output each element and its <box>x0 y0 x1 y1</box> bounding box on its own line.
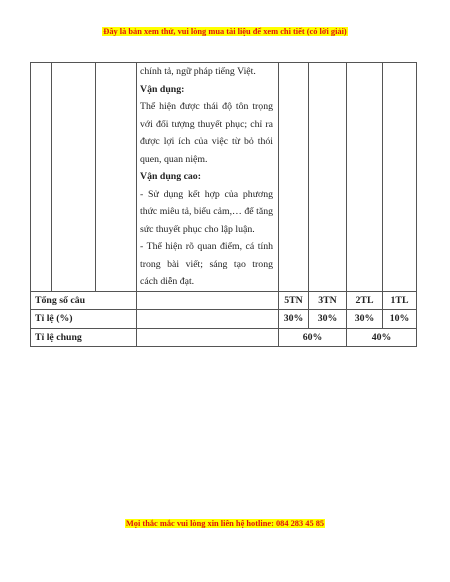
table-cell <box>52 63 96 292</box>
table-row-total-questions <box>31 291 417 310</box>
total-value: 5TN <box>279 291 309 310</box>
ratio-value: 30% <box>347 310 383 329</box>
ratio-value: 30% <box>279 310 309 329</box>
table-row-description <box>31 63 417 292</box>
description-heading: Vận dụng cao: <box>140 171 201 182</box>
table-cell <box>137 328 279 347</box>
table-cell <box>309 63 347 292</box>
overall-ratio-label: Tỉ lệ chung <box>31 328 137 347</box>
table-cell <box>137 291 279 310</box>
table-row-overall-ratio <box>31 328 417 347</box>
description-heading: Vận dụng: <box>140 83 185 95</box>
description-cell <box>137 63 279 292</box>
overall-ratio-value: 60% <box>279 328 347 347</box>
total-value: 1TL <box>383 291 417 310</box>
table-cell <box>31 63 52 292</box>
hotline-notice-text: Mọi thắc mắc vui lòng xin liên hệ hotline: 084 283 45 85 <box>125 519 325 528</box>
preview-notice <box>0 27 450 36</box>
preview-notice-text: Đây là bản xem thử, vui lòng mua tài liệu để xem chi tiết (có lời giải) <box>103 27 347 36</box>
table-cell <box>137 310 279 329</box>
total-value: 2TL <box>347 291 383 310</box>
ratio-value: 10% <box>383 310 417 329</box>
ratio-value: 30% <box>309 310 347 329</box>
total-value: 3TN <box>309 291 347 310</box>
description-line: - Thể hiện rõ quan điểm, cá tính trong bài viết; sáng tạo trong cách diễn đạt. <box>140 241 273 287</box>
assessment-matrix-table <box>30 62 417 347</box>
hotline-notice <box>0 519 450 528</box>
overall-ratio-value: 40% <box>347 328 417 347</box>
ratio-label: Tỉ lệ (%) <box>31 310 137 329</box>
table-cell <box>383 63 417 292</box>
table-cell <box>279 63 309 292</box>
description-line: - Sử dụng kết hợp của phương thức miêu tả, biểu cảm,… để tăng sức thuyết phục cho lập luận. <box>140 188 273 235</box>
total-questions-label: Tổng số câu <box>31 291 137 310</box>
description-line: Thể hiện được thái độ tôn trọng với đối tượng thuyết phục; chỉ ra được lợi ích của việc từ bỏ thói quen, quan niệm. <box>140 101 273 165</box>
table-row-ratio <box>31 310 417 329</box>
description-line: chính tả, ngữ pháp tiếng Việt. <box>140 66 256 77</box>
table-cell <box>347 63 383 292</box>
table-cell <box>96 63 137 292</box>
